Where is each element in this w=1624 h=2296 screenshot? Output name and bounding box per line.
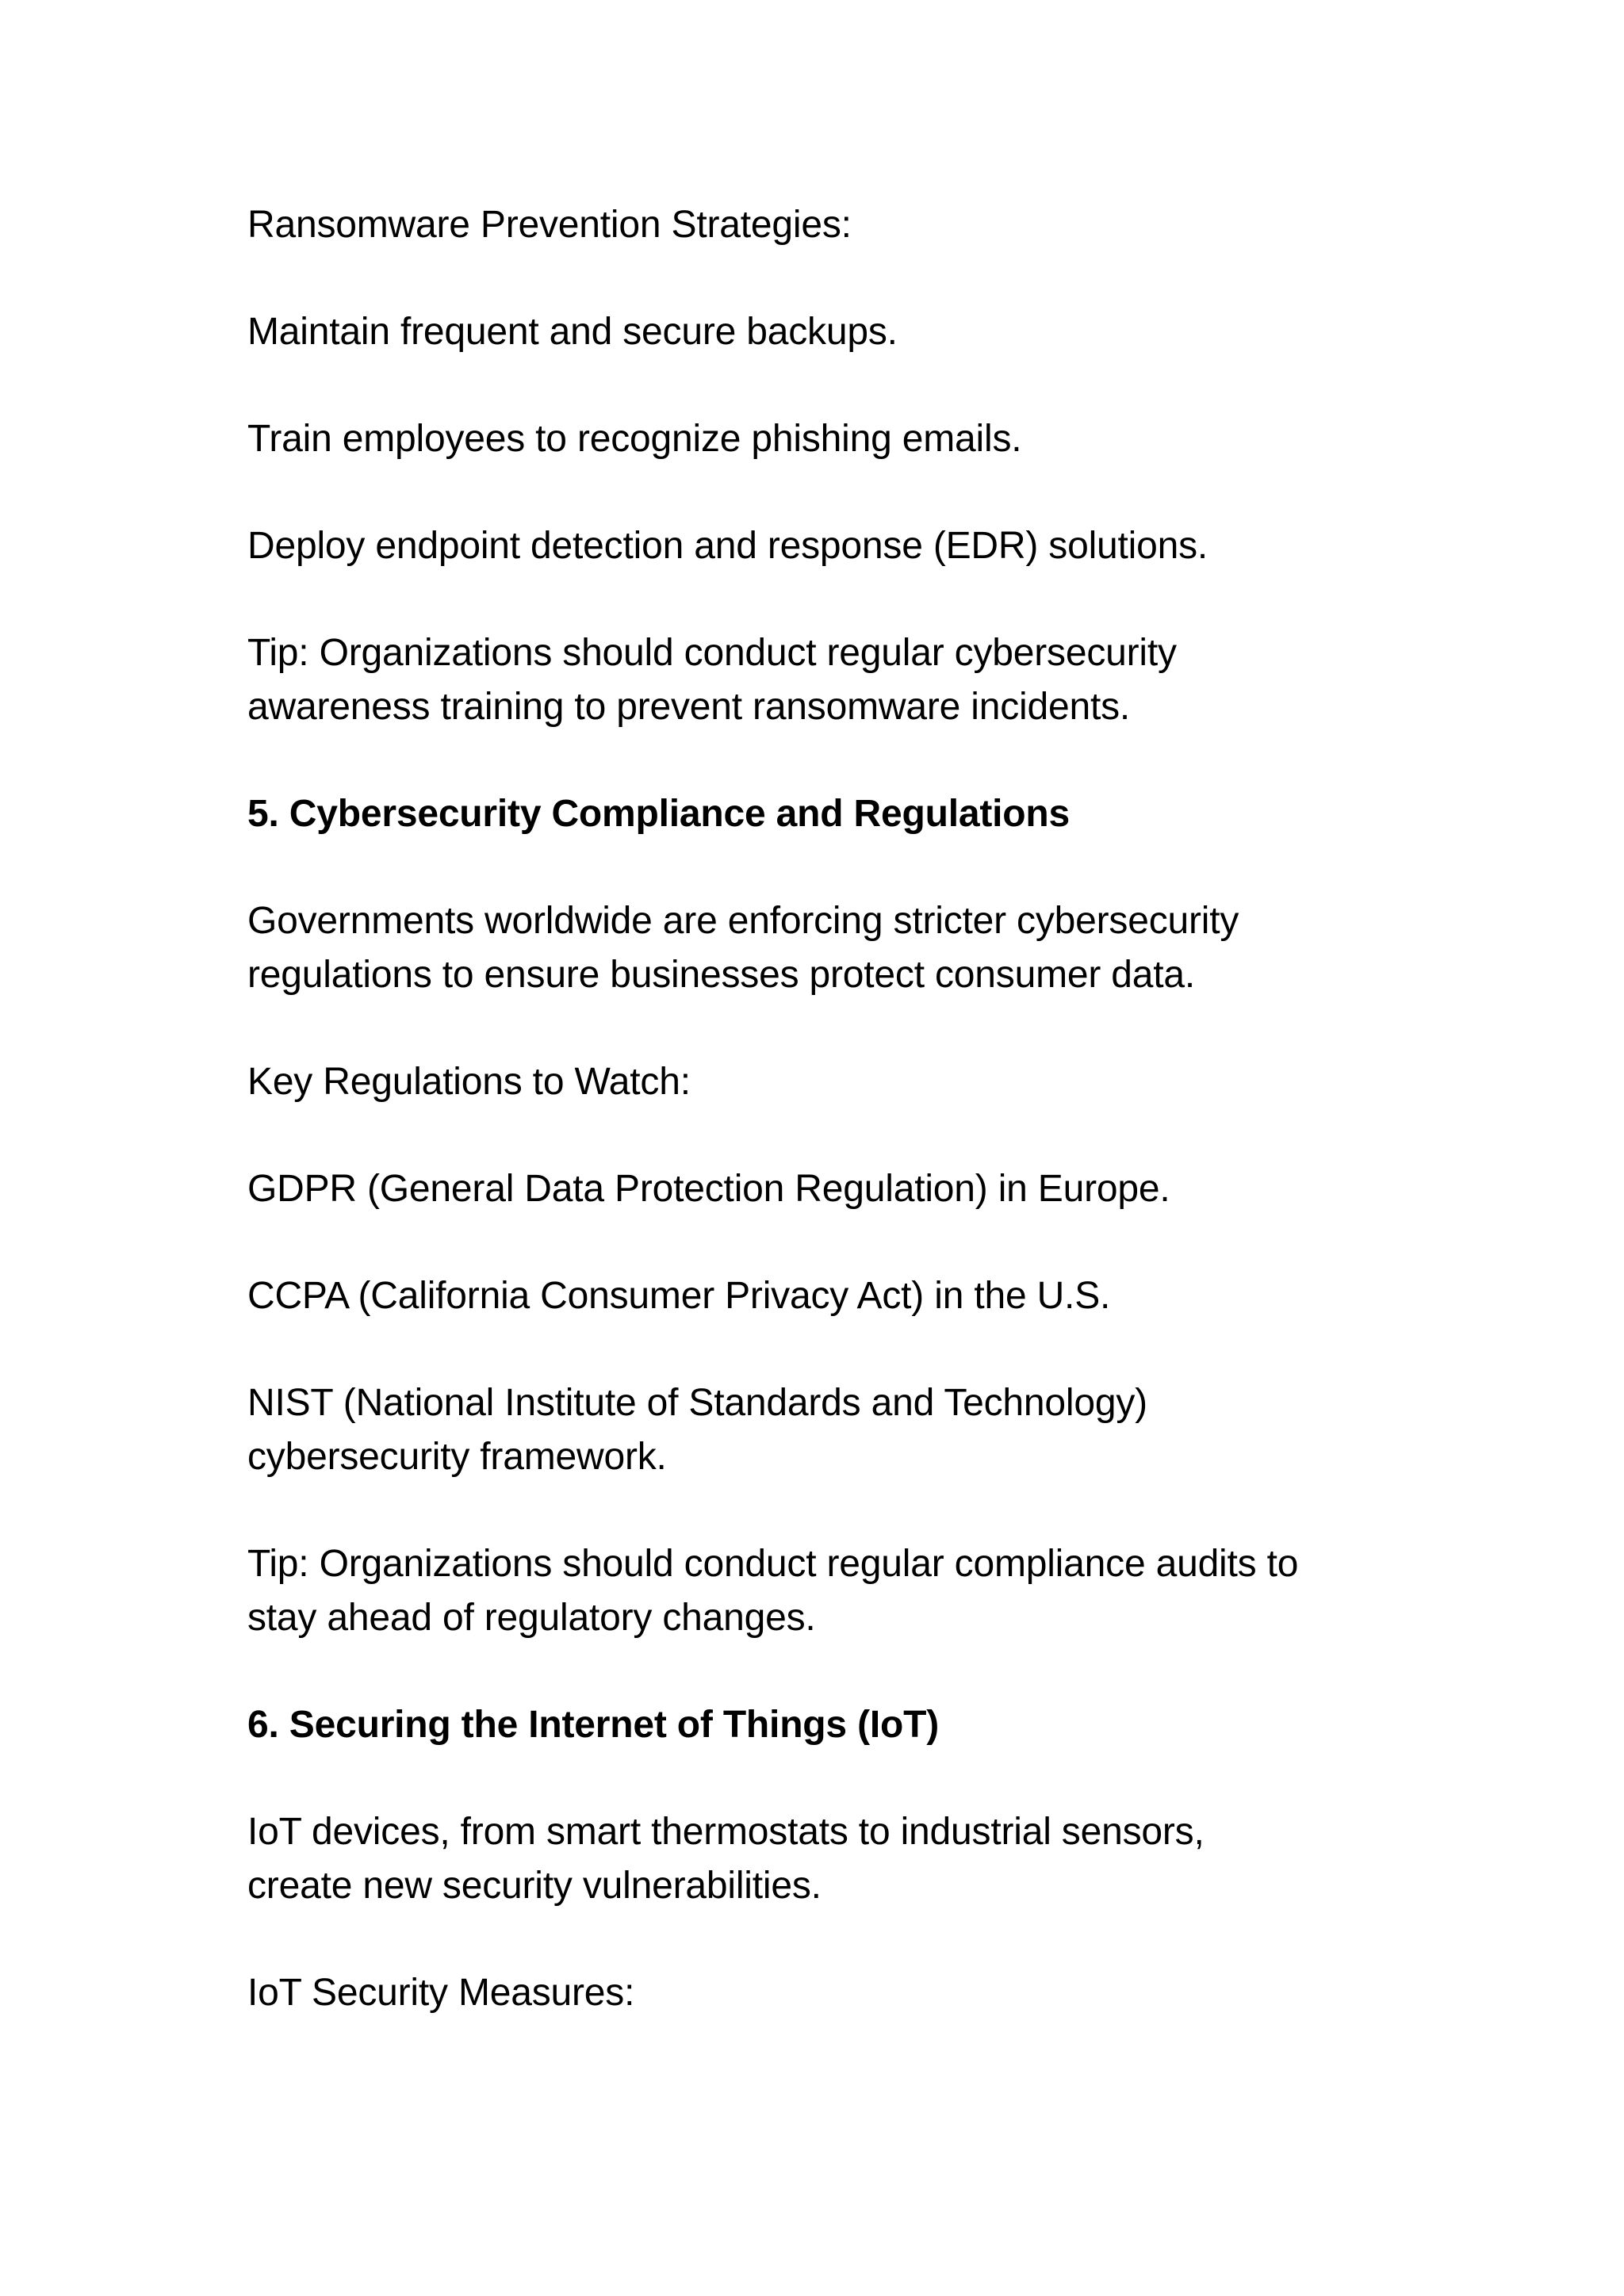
tip-ransomware-line-2: awareness training to prevent ransomware incidents. [247, 686, 1131, 728]
tip-compliance-line-1: Tip: Organizations should conduct regular compliance audits to [247, 1543, 1299, 1585]
tip-ransomware-line-1: Tip: Organizations should conduct regular cybersecurity [247, 632, 1177, 674]
paragraph-edr: Deploy endpoint detection and response (EDR) solutions. [247, 525, 1208, 567]
iot-paragraph-line-1: IoT devices, from smart thermostats to industrial sensors, [247, 1811, 1205, 1853]
nist-paragraph-line-2: cybersecurity framework. [247, 1436, 667, 1478]
paragraph-ccpa: CCPA (California Consumer Privacy Act) in the U.S. [247, 1275, 1111, 1317]
iot-measures-heading: IoT Security Measures: [247, 1972, 635, 2014]
iot-paragraph-line-2: create new security vulnerabilities. [247, 1865, 822, 1907]
section-6-heading: 6. Securing the Internet of Things (IoT) [247, 1704, 940, 1746]
paragraph-phishing-training: Train employees to recognize phishing emails. [247, 418, 1022, 460]
nist-paragraph-line-1: NIST (National Institute of Standards and Technology) [247, 1382, 1147, 1424]
ransomware-strategies-heading: Ransomware Prevention Strategies: [247, 204, 852, 246]
paragraph-gdpr: GDPR (General Data Protection Regulation) in Europe. [247, 1168, 1170, 1210]
key-regulations-heading: Key Regulations to Watch: [247, 1061, 691, 1103]
section-5-heading: 5. Cybersecurity Compliance and Regulations [247, 793, 1071, 835]
governments-paragraph-line-2: regulations to ensure businesses protect consumer data. [247, 954, 1196, 996]
tip-compliance-line-2: stay ahead of regulatory changes. [247, 1597, 816, 1639]
paragraph-backups: Maintain frequent and secure backups. [247, 311, 898, 353]
governments-paragraph-line-1: Governments worldwide are enforcing stricter cybersecurity [247, 900, 1239, 942]
